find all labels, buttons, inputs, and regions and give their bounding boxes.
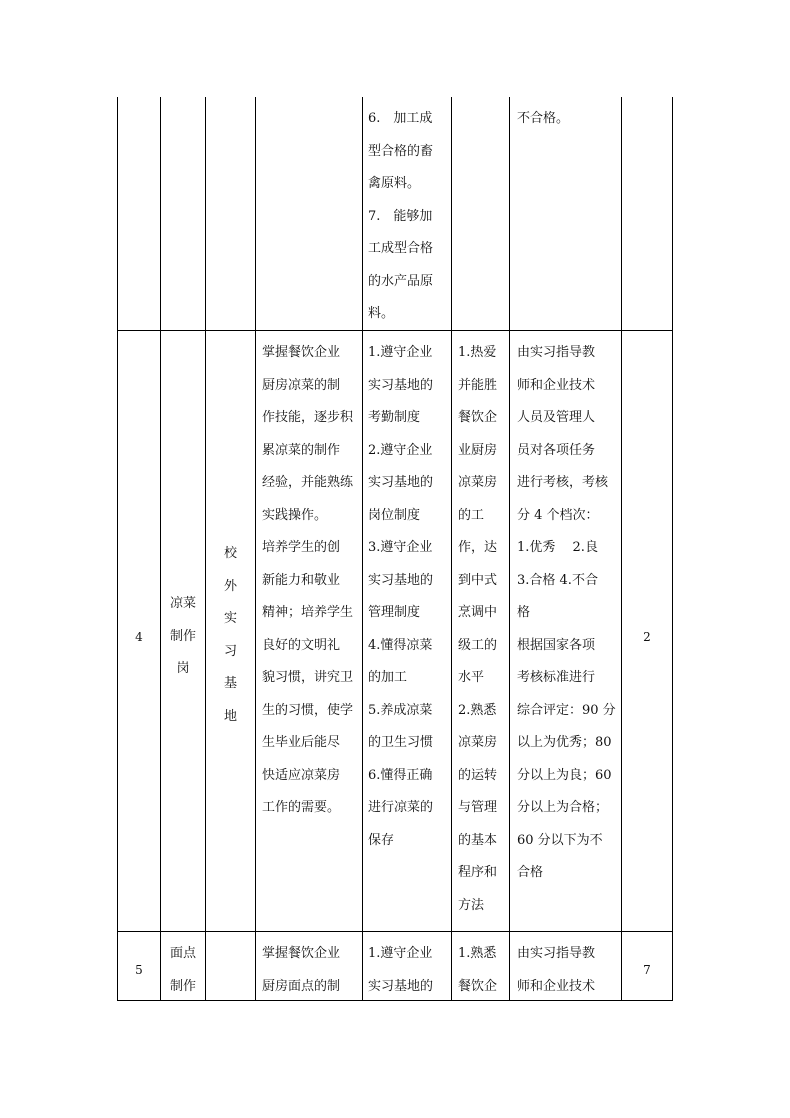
text-line: 的运转 bbox=[458, 767, 498, 783]
text-line: 3.合格 4.不合 bbox=[517, 572, 598, 588]
row4-ability-cell bbox=[458, 337, 510, 922]
text-line: 的工 bbox=[458, 507, 485, 523]
text-line: 6. 加工成 bbox=[368, 111, 433, 126]
text-line: 禽原料。 bbox=[368, 176, 421, 191]
table-border-left bbox=[117, 97, 118, 1001]
text-line: 人员及管理人 bbox=[517, 410, 596, 425]
text-line: 烹调中 bbox=[458, 605, 498, 620]
column-divider bbox=[362, 97, 363, 1001]
text-line: 由实习指导教 bbox=[517, 345, 596, 360]
text-line: 1.熟悉 bbox=[458, 946, 497, 961]
text-line: 习 bbox=[223, 643, 237, 659]
text-line: 实 bbox=[223, 611, 237, 626]
row5-ability-cell bbox=[458, 938, 510, 1003]
row4-post-cell bbox=[161, 588, 205, 686]
text-line: 培养学生的创 bbox=[262, 540, 341, 555]
text-line: 校 bbox=[223, 546, 237, 561]
row3-ability-cell bbox=[368, 103, 450, 331]
text-line: 方法 bbox=[458, 897, 485, 913]
text-line: 凉菜房 bbox=[458, 735, 498, 750]
text-line: 合格 bbox=[517, 865, 544, 880]
text-line: 员对各项任务 bbox=[517, 442, 596, 458]
table-border-right bbox=[672, 97, 673, 1001]
text-line: 1.遵守企业 bbox=[368, 345, 433, 360]
text-line: 工成型合格 bbox=[368, 241, 434, 256]
text-line: 岗 bbox=[176, 661, 190, 676]
text-line: 1.遵守企业 bbox=[368, 946, 433, 961]
text-line: 分 4 个档次： bbox=[517, 507, 599, 523]
text-line: 厨房凉菜的制 bbox=[262, 377, 341, 393]
text-line: 1.优秀 2.良 bbox=[517, 540, 598, 555]
text-line: 5.养成凉菜 bbox=[368, 702, 433, 718]
text-line: 不合格。 bbox=[517, 111, 570, 126]
text-line: 级工的 bbox=[458, 637, 498, 653]
text-line: 业厨房 bbox=[458, 442, 498, 458]
text-line: 到中式 bbox=[458, 572, 498, 588]
row5-number: 5 bbox=[135, 963, 143, 977]
text-line: 貌习惯，讲究卫 bbox=[262, 670, 354, 685]
column-divider bbox=[255, 97, 256, 1001]
text-line: 外 bbox=[223, 578, 237, 594]
column-divider bbox=[451, 97, 452, 1001]
text-line: 掌握餐饮企业 bbox=[262, 345, 341, 360]
text-line: 6.懂得正确 bbox=[368, 767, 433, 783]
text-line: 管理制度 bbox=[368, 605, 421, 620]
text-line: 根据国家各项 bbox=[517, 637, 596, 653]
text-line: 餐饮企 bbox=[458, 978, 498, 994]
text-line: 作技能，逐步积 bbox=[262, 410, 354, 425]
text-line: 60 分以下为不 bbox=[517, 832, 603, 848]
text-line: 经验，并能熟练 bbox=[262, 475, 354, 490]
text-line: 制作 bbox=[169, 978, 196, 994]
text-line: 累凉菜的制作 bbox=[262, 442, 341, 458]
text-line: 地 bbox=[223, 708, 237, 724]
text-line: 2.熟悉 bbox=[458, 702, 497, 718]
row4-objective-cell bbox=[262, 337, 361, 825]
text-line: 综合评定：90 分 bbox=[517, 702, 616, 718]
text-line: 厨房面点的制 bbox=[262, 978, 341, 994]
text-line: 基 bbox=[223, 676, 237, 691]
text-line: 3.遵守企业 bbox=[368, 540, 433, 555]
text-line: 型合格的畜 bbox=[368, 143, 434, 159]
text-line: 制作 bbox=[169, 628, 196, 644]
text-line: 凉菜 bbox=[169, 596, 196, 611]
text-line: 4.懂得凉菜 bbox=[368, 637, 433, 653]
text-line: 良好的文明礼 bbox=[262, 637, 341, 653]
text-line: 快适应凉菜房 bbox=[262, 767, 341, 783]
text-line: 实习基地的 bbox=[368, 377, 434, 393]
text-line: 考勤制度 bbox=[368, 410, 421, 425]
text-line: 餐饮企 bbox=[458, 410, 498, 425]
text-line: 生毕业后能尽 bbox=[262, 735, 341, 750]
text-line: 师和企业技术 bbox=[517, 377, 596, 393]
text-line: 水平 bbox=[458, 670, 485, 685]
row5-weeks: 7 bbox=[643, 963, 651, 977]
row5-post-cell bbox=[161, 938, 205, 1003]
text-line: 考核标准进行 bbox=[517, 670, 596, 685]
text-line: 1.热爱 bbox=[458, 345, 497, 360]
text-line: 工作的需要。 bbox=[262, 800, 341, 815]
row-divider bbox=[117, 931, 673, 932]
row5-objective-cell bbox=[262, 938, 361, 1003]
text-line: 料。 bbox=[368, 306, 395, 321]
text-line: 分以上为良；60 bbox=[517, 767, 612, 783]
text-line: 凉菜房 bbox=[458, 475, 498, 490]
text-line: 实习基地的 bbox=[368, 572, 434, 588]
text-line: 的加工 bbox=[368, 670, 408, 685]
text-line: 实习基地的 bbox=[368, 475, 434, 490]
text-line: 精神；培养学生 bbox=[262, 605, 354, 620]
text-line: 掌握餐饮企业 bbox=[262, 946, 341, 961]
text-line: 程序和 bbox=[458, 865, 498, 880]
text-line: 由实习指导教 bbox=[517, 946, 596, 961]
text-line: 以上为优秀；80 bbox=[517, 735, 612, 750]
text-line: 师和企业技术 bbox=[517, 978, 596, 994]
row4-weeks: 2 bbox=[643, 630, 651, 644]
text-line: 保存 bbox=[368, 832, 395, 848]
row5-assessment-cell bbox=[517, 938, 620, 1003]
row3-assessment-cell bbox=[517, 103, 619, 136]
text-line: 面点 bbox=[169, 946, 196, 961]
column-divider bbox=[160, 97, 161, 1001]
text-line: 岗位制度 bbox=[368, 507, 421, 523]
text-line: 实习基地的 bbox=[368, 978, 434, 994]
column-divider bbox=[621, 97, 622, 1001]
text-line: 的水产品原 bbox=[368, 273, 434, 289]
text-line: 的基本 bbox=[458, 832, 498, 848]
text-line: 作，达 bbox=[458, 540, 498, 555]
row5-content-cell bbox=[368, 938, 450, 1003]
text-line: 分以上为合格； bbox=[517, 800, 609, 815]
text-line: 7. 能够加 bbox=[368, 208, 433, 224]
text-line: 的卫生习惯 bbox=[368, 735, 434, 750]
row4-number: 4 bbox=[135, 630, 143, 644]
text-line: 2.遵守企业 bbox=[368, 442, 433, 458]
text-line: 新能力和敬业 bbox=[262, 572, 341, 588]
text-line: 格 bbox=[517, 605, 531, 620]
text-line: 生的习惯，使学 bbox=[262, 702, 354, 718]
text-line: 实践操作。 bbox=[262, 507, 328, 523]
row4-content-cell bbox=[368, 337, 450, 857]
text-line: 与管理 bbox=[458, 800, 498, 815]
text-line: 并能胜 bbox=[458, 377, 498, 393]
row4-location-cell bbox=[206, 538, 255, 733]
text-line: 进行考核，考核 bbox=[517, 475, 609, 490]
row4-assessment-cell bbox=[517, 337, 620, 890]
text-line: 进行凉菜的 bbox=[368, 800, 434, 815]
